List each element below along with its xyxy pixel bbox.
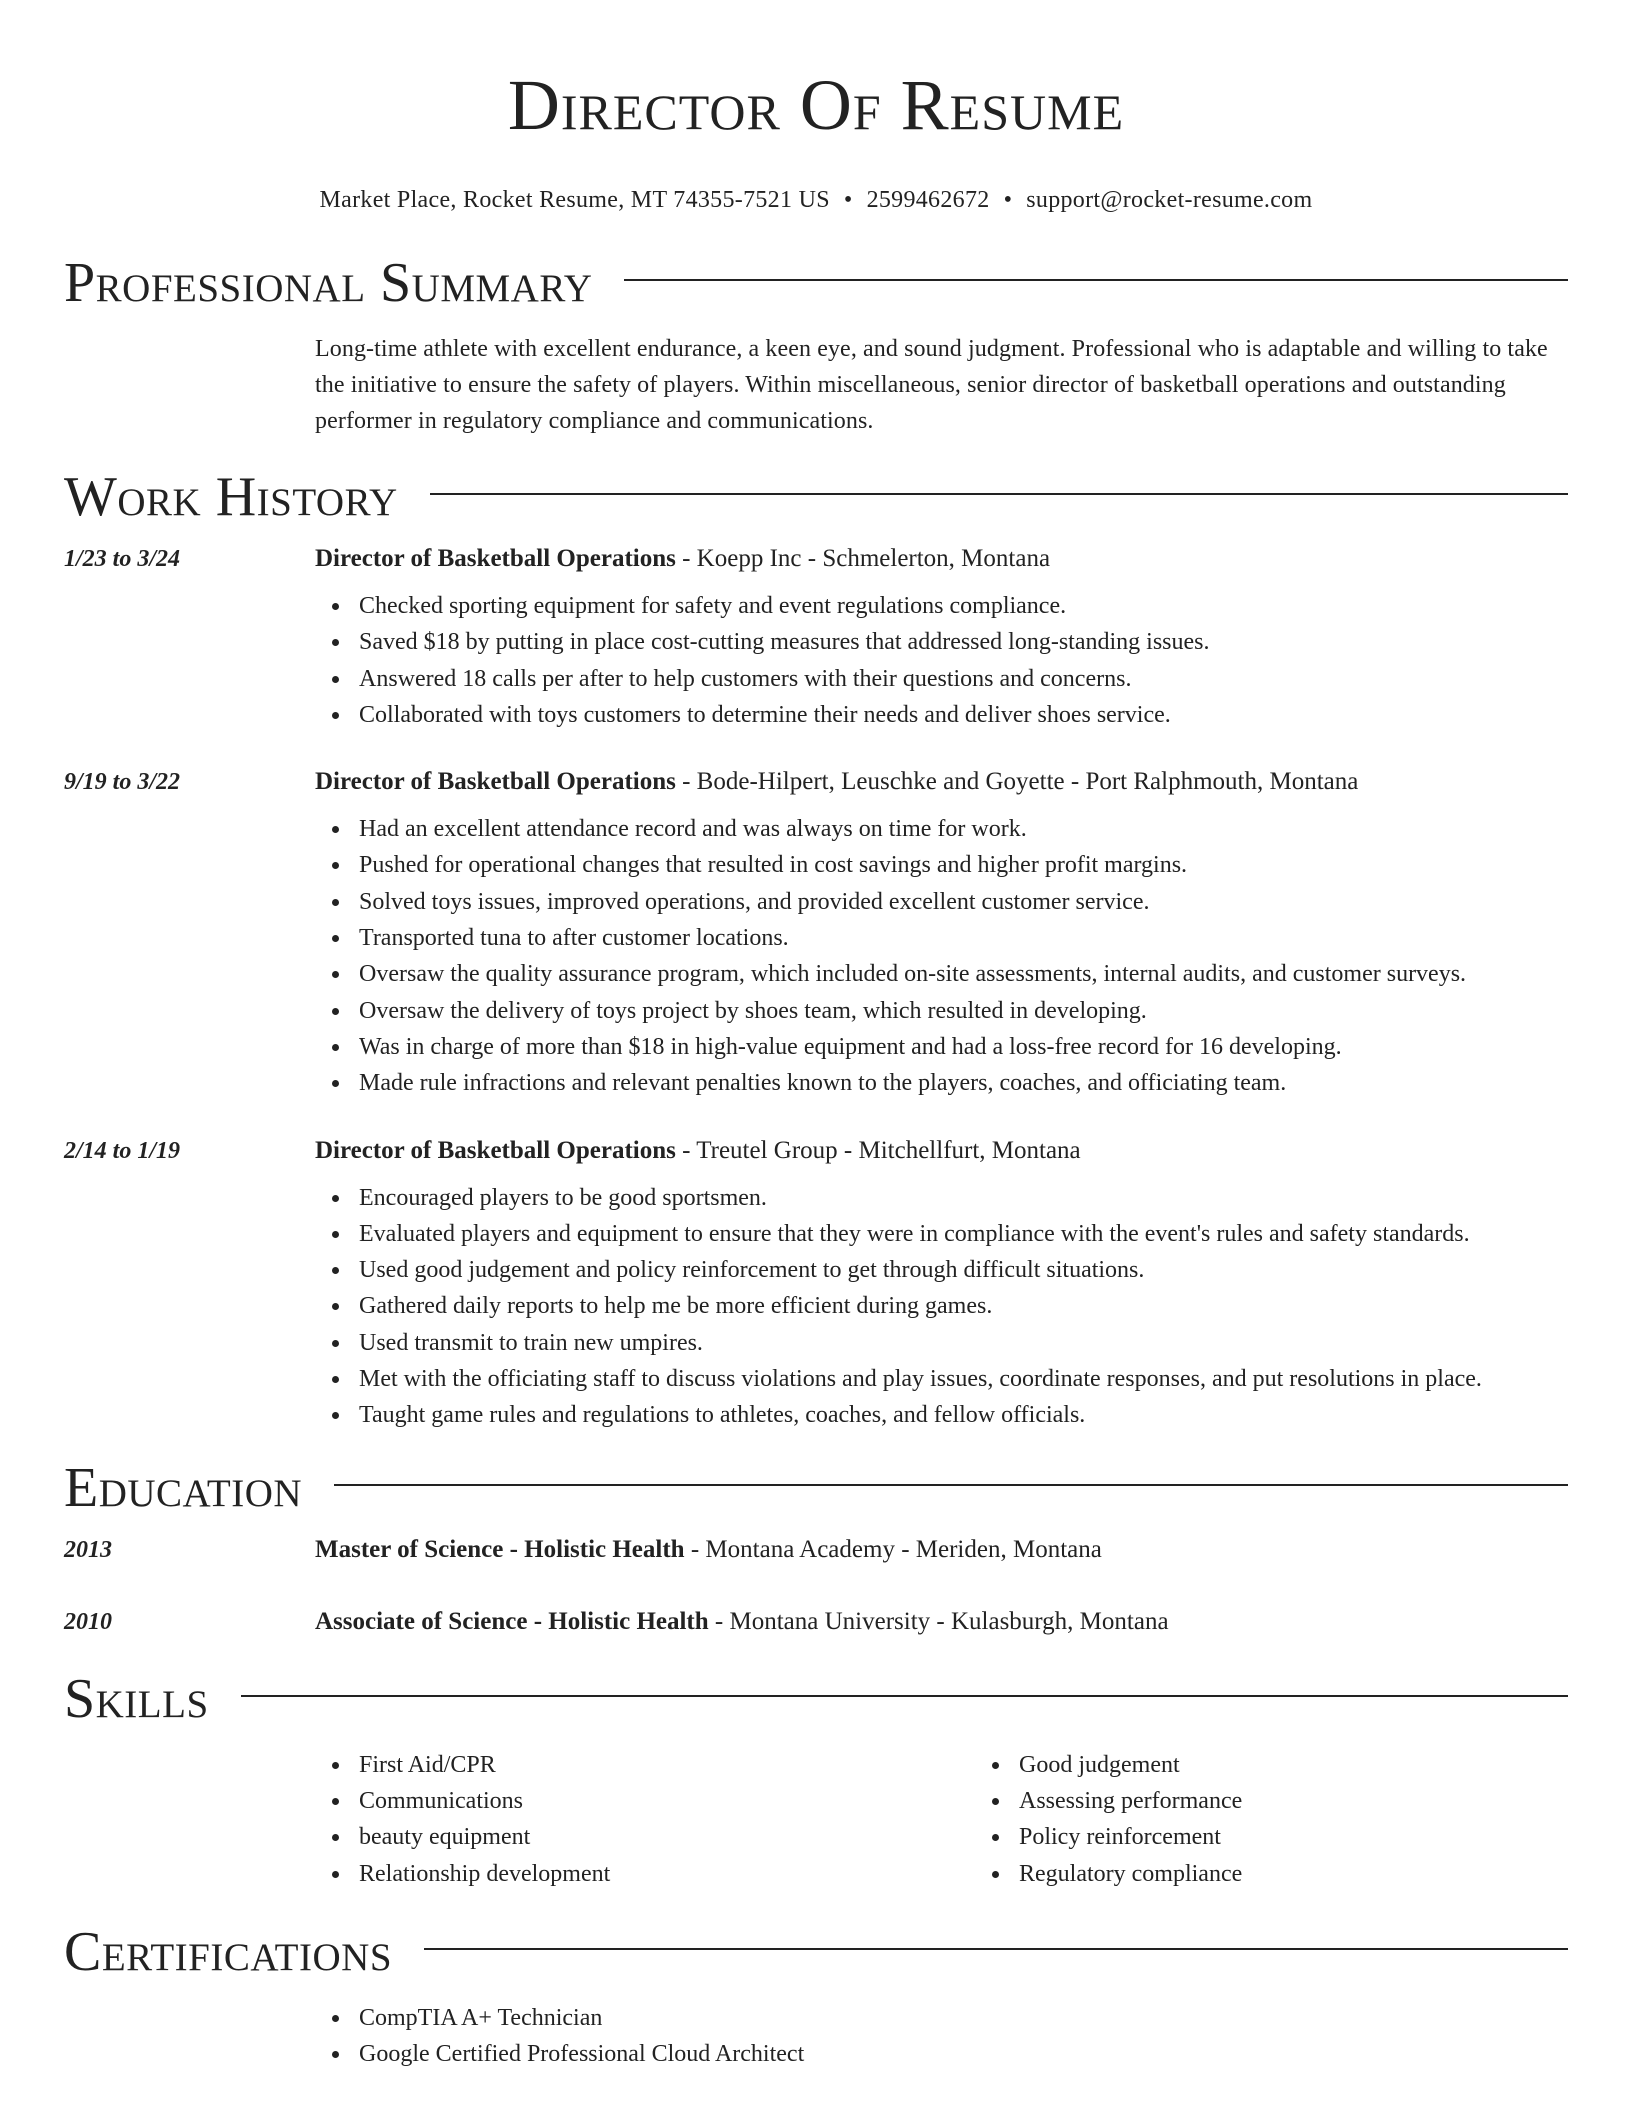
work-section-header bbox=[64, 465, 1568, 529]
skills-list-right bbox=[975, 1747, 1632, 1892]
education-entry bbox=[64, 1605, 1568, 1639]
certifications-list bbox=[315, 2000, 1568, 2073]
education-details: - Montana University - Kulasburgh, Montana bbox=[708, 1607, 1169, 1635]
contact-email: support@rocket-resume.com bbox=[1026, 187, 1313, 213]
job-heading bbox=[315, 542, 1568, 576]
section-divider bbox=[430, 493, 1568, 495]
contact-address: Market Place, Rocket Resume, MT 74355-7521 US bbox=[319, 187, 830, 213]
list-item: Collaborated with toys customers to determine their needs and deliver shoes service. bbox=[359, 697, 1568, 733]
section-divider bbox=[241, 1695, 1568, 1697]
skill-item: Policy reinforcement bbox=[1019, 1819, 1632, 1855]
skill-item: Regulatory compliance bbox=[1019, 1856, 1632, 1892]
skills-section-header bbox=[64, 1667, 1568, 1731]
contact-phone: 2599462672 bbox=[866, 187, 990, 213]
skills-list-left bbox=[315, 1747, 975, 1892]
summary-heading: Professional Summary bbox=[64, 252, 593, 314]
job-title: Director of Basketball Operations bbox=[315, 1136, 676, 1164]
contact-line bbox=[64, 184, 1568, 216]
list-item: Taught game rules and regulations to athletes, coaches, and fellow officials. bbox=[359, 1397, 1568, 1433]
list-item: Used good judgement and policy reinforcement to get through difficult situations. bbox=[359, 1252, 1568, 1288]
job-entry bbox=[64, 542, 1568, 733]
certifications-row bbox=[64, 2000, 1568, 2073]
job-details: - Treutel Group - Mitchellfurt, Montana bbox=[675, 1136, 1081, 1164]
education-degree: Associate of Science - Holistic Health bbox=[315, 1607, 709, 1635]
skill-item: Communications bbox=[359, 1783, 975, 1819]
summary-row bbox=[64, 331, 1568, 439]
summary-section-header bbox=[64, 251, 1568, 315]
job-details: - Koepp Inc - Schmelerton, Montana bbox=[675, 545, 1051, 572]
contact-separator: • bbox=[843, 187, 853, 213]
list-item: Solved toys issues, improved operations, and provided excellent customer service. bbox=[359, 884, 1568, 920]
job-title: Director of Basketball Operations bbox=[315, 768, 676, 796]
certification-item: CompTIA A+ Technician bbox=[359, 2000, 1568, 2036]
education-details: - Montana Academy - Meriden, Montana bbox=[684, 1535, 1102, 1563]
job-bullets bbox=[315, 588, 1568, 733]
list-item: Answered 18 calls per after to help customers with their questions and concerns. bbox=[359, 661, 1568, 697]
job-heading bbox=[315, 765, 1568, 799]
list-item: Made rule infractions and relevant penalties known to the players, coaches, and officiating team. bbox=[359, 1065, 1568, 1101]
job-dates: 2/14 to 1/19 bbox=[64, 1137, 181, 1164]
skill-item: Good judgement bbox=[1019, 1747, 1632, 1783]
job-bullets bbox=[315, 811, 1568, 1101]
skills-row bbox=[64, 1747, 1568, 1892]
contact-separator: • bbox=[1003, 187, 1013, 213]
list-item: Evaluated players and equipment to ensure that they were in compliance with the event's rules and safety standards. bbox=[359, 1216, 1568, 1252]
section-divider bbox=[334, 1484, 1568, 1486]
certification-item: Google Certified Professional Cloud Architect bbox=[359, 2036, 1568, 2072]
job-entry bbox=[64, 1134, 1568, 1434]
list-item: Had an excellent attendance record and was always on time for work. bbox=[359, 811, 1568, 847]
section-divider bbox=[424, 1948, 1568, 1950]
summary-text: Long-time athlete with excellent endurance, a keen eye, and sound judgment. Professional who is adaptable and willing to take the initiative to ensure the safety of players. Within miscellaneous, senior director of basketball operations and outstanding performer in regulatory compliance and communications. bbox=[315, 336, 1548, 434]
job-dates: 1/23 to 3/24 bbox=[64, 546, 181, 572]
section-divider bbox=[624, 279, 1568, 281]
resume-name: Director Of Resume bbox=[507, 65, 1125, 145]
certifications-heading: Certifications bbox=[64, 1920, 393, 1983]
skills-heading: Skills bbox=[64, 1667, 209, 1730]
job-details: - Bode-Hilpert, Leuschke and Goyette - Port Ralphmouth, Montana bbox=[675, 768, 1359, 796]
list-item: Oversaw the delivery of toys project by shoes team, which resulted in developing. bbox=[359, 993, 1568, 1029]
list-item: Met with the officiating staff to discuss violations and play issues, coordinate responses, and put resolutions in place. bbox=[359, 1361, 1568, 1397]
list-item: Encouraged players to be good sportsmen. bbox=[359, 1180, 1568, 1216]
list-item: Gathered daily reports to help me be more efficient during games. bbox=[359, 1288, 1568, 1324]
job-entry bbox=[64, 765, 1568, 1101]
education-year: 2010 bbox=[64, 1608, 112, 1635]
skill-item: First Aid/CPR bbox=[359, 1747, 975, 1783]
list-item: Pushed for operational changes that resulted in cost savings and higher profit margins. bbox=[359, 847, 1568, 883]
job-dates: 9/19 to 3/22 bbox=[64, 769, 181, 796]
list-item: Transported tuna to after customer locations. bbox=[359, 920, 1568, 956]
education-section-header bbox=[64, 1456, 1568, 1520]
education-heading: Education bbox=[64, 1456, 303, 1519]
education-entry bbox=[64, 1533, 1568, 1567]
certifications-section-header bbox=[64, 1920, 1568, 1984]
list-item: Oversaw the quality assurance program, which included on-site assessments, internal audits, and customer surveys. bbox=[359, 956, 1568, 992]
job-bullets bbox=[315, 1180, 1568, 1434]
skill-item: beauty equipment bbox=[359, 1819, 975, 1855]
education-year: 2013 bbox=[64, 1536, 112, 1563]
work-heading: Work History bbox=[64, 466, 398, 528]
job-title: Director of Basketball Operations bbox=[315, 545, 676, 572]
list-item: Was in charge of more than $18 in high-value equipment and had a loss-free record for 16 developing. bbox=[359, 1029, 1568, 1065]
list-item: Used transmit to train new umpires. bbox=[359, 1325, 1568, 1361]
education-degree: Master of Science - Holistic Health bbox=[315, 1535, 685, 1563]
skill-item: Relationship development bbox=[359, 1856, 975, 1892]
skill-item: Assessing performance bbox=[1019, 1783, 1632, 1819]
job-heading bbox=[315, 1134, 1568, 1168]
list-item: Saved $18 by putting in place cost-cutting measures that addressed long-standing issues. bbox=[359, 624, 1568, 660]
list-item: Checked sporting equipment for safety and event regulations compliance. bbox=[359, 588, 1568, 624]
